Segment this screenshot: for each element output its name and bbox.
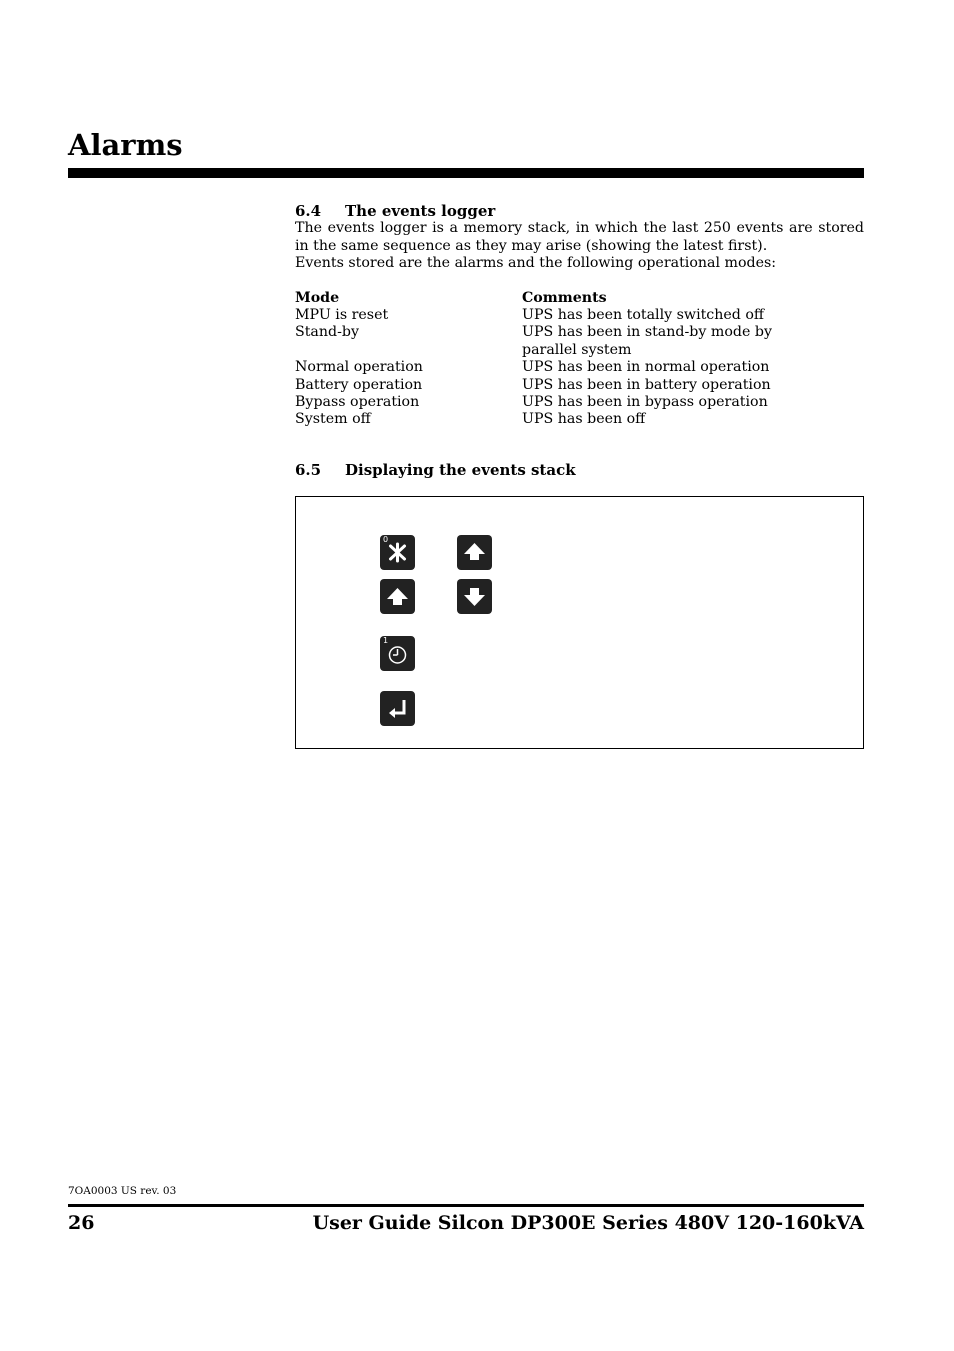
section-events-logger (295, 203, 864, 429)
mode-cell: Battery operation (295, 376, 423, 393)
table-row (295, 411, 864, 428)
table-row (295, 307, 864, 324)
mode-cell: Bypass operation (295, 394, 420, 411)
modes-table (295, 290, 864, 429)
document-reference: 7OA0003 US rev. 03 (68, 1185, 177, 1197)
arrow-up-icon (457, 535, 492, 570)
mode-cell: Stand-by (295, 324, 359, 341)
asterisk-key-icon (380, 535, 415, 570)
comment-cell: UPS has been in stand-by mode by parallel system (522, 324, 772, 358)
section-number: 6.4 (295, 202, 322, 220)
column-header-mode: Mode (295, 289, 340, 306)
section-heading-6-4 (295, 203, 864, 220)
enter-key-icon (380, 691, 415, 726)
comment-cell: UPS has been in bypass operation (522, 394, 768, 411)
column-header-comments: Comments (522, 289, 607, 306)
paragraph: The events logger is a memory stack, in which the last 250 events are stored in the same sequence as they may arise (showing the latest first). (295, 220, 864, 254)
arrow-up-icon (380, 579, 415, 614)
section-events-stack (295, 462, 864, 479)
comment-cell: UPS has been in battery operation (522, 376, 771, 393)
mode-cell: Normal operation (295, 359, 423, 376)
section-heading-6-5 (295, 462, 864, 479)
footer-title: User Guide Silcon DP300E Series 480V 120-160kVA (312, 1212, 864, 1234)
comment-cell: UPS has been in normal operation (522, 359, 770, 376)
title-rule (68, 168, 864, 178)
key-sequence-box (295, 496, 864, 749)
paragraph: Events stored are the alarms and the following operational modes: (295, 255, 777, 272)
clock-key-icon (380, 636, 415, 671)
comment-cell: UPS has been totally switched off (522, 307, 764, 324)
mode-cell: System off (295, 411, 371, 428)
section-number: 6.5 (295, 461, 322, 479)
arrow-down-icon (457, 579, 492, 614)
mode-cell: MPU is reset (295, 307, 389, 324)
table-row (295, 377, 864, 394)
comment-cell: UPS has been off (522, 411, 646, 428)
page-footer (68, 1211, 864, 1235)
chapter-title: Alarms (68, 128, 183, 162)
table-row (295, 394, 864, 411)
table-row (295, 359, 864, 376)
key-number-label: 1 (383, 636, 389, 645)
page-number: 26 (68, 1212, 95, 1234)
key-number-label: 0 (383, 535, 389, 544)
footer-rule (68, 1204, 864, 1207)
section-title: The events logger (345, 202, 496, 220)
table-header-row (295, 290, 864, 307)
table-row (295, 324, 864, 359)
section-title: Displaying the events stack (345, 461, 576, 479)
